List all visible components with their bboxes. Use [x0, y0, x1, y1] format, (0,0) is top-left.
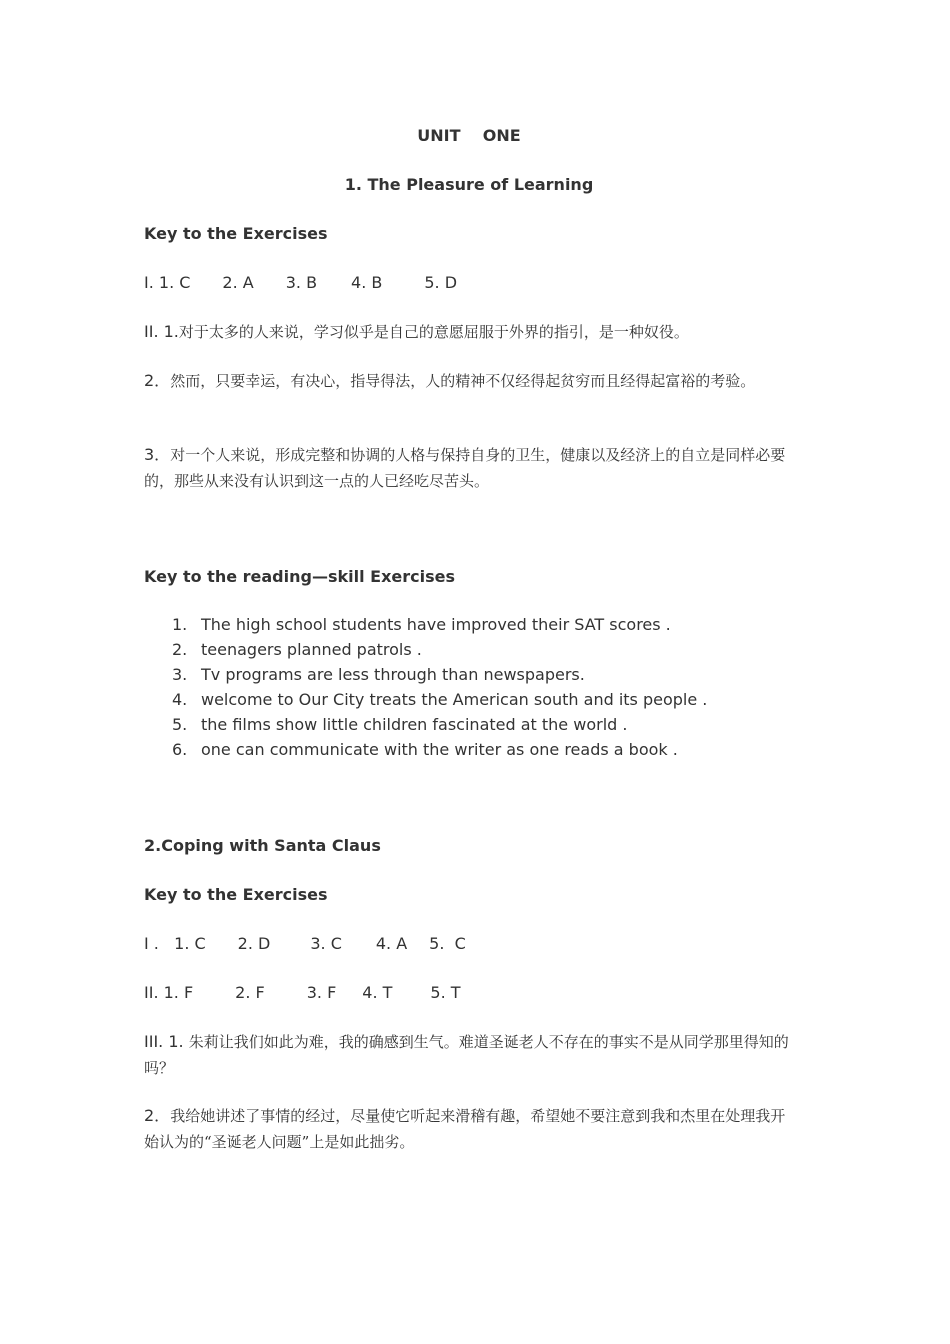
translation-text: 对一个人来说，形成完整和协调的人格与保持自身的卫生，健康以及经济上的自立是同样必要的，那些从来没有认识到这一点的人已经吃尽苦头。: [144, 446, 786, 490]
answer: 5. C: [429, 934, 466, 953]
answer: 5. T: [430, 983, 461, 1002]
answer: 3. B: [285, 273, 318, 292]
answer: 2. A: [222, 273, 254, 292]
lesson2-title: 2.Coping with Santa Claus: [144, 836, 381, 855]
lesson1-part2-item1: [144, 319, 794, 345]
item-number: II. 1.: [144, 322, 179, 341]
list-item: 3. Tv programs are less through than newspapers.: [172, 665, 585, 684]
lesson2-part1-answers: [144, 931, 794, 957]
answer: 4. B: [351, 273, 383, 292]
list-item: 6. one can communicate with the writer as one reads a book .: [172, 740, 678, 759]
lesson1-title: 1. The Pleasure of Learning: [344, 175, 594, 194]
lesson1-part2-item3: [144, 442, 794, 494]
lesson1-part1-answers: [144, 270, 794, 296]
answer: 4. T: [362, 983, 393, 1002]
lesson2-part2-answers: [144, 980, 794, 1006]
item-number: 2．: [144, 371, 171, 390]
translation-text: 朱莉让我们如此为难，我的确感到生气。难道圣诞老人不存在的事实不是从同学那里得知的吗？: [144, 1033, 789, 1077]
list-item: 2. teenagers planned patrols .: [172, 640, 422, 659]
lesson1-key-heading: Key to the Exercises: [144, 224, 328, 243]
lesson2-key-heading: Key to the Exercises: [144, 885, 328, 904]
lesson2-part3-item1: [144, 1029, 794, 1081]
list-item: 1. The high school students have improved their SAT scores .: [172, 615, 671, 634]
answer: I . 1. C: [144, 934, 206, 953]
item-number: III. 1.: [144, 1032, 189, 1051]
answer: II. 1. F: [144, 983, 194, 1002]
answer: 2. D: [237, 934, 271, 953]
reading-skill-list: [144, 612, 794, 762]
answer: I. 1. C: [144, 273, 191, 292]
answer: 4. A: [375, 934, 408, 953]
answer: 3. C: [310, 934, 342, 953]
translation-text: 我给她讲述了事情的经过，尽量使它听起来滑稽有趣，希望她不要注意到我和杰里在处理我开始认为的“圣诞老人问题”上是如此拙劣。: [144, 1107, 786, 1151]
lesson1-part2-item2: [144, 368, 794, 394]
answer: 2. F: [235, 983, 265, 1002]
answer: 5. D: [424, 273, 458, 292]
reading-skill-heading: Key to the reading—skill Exercises: [144, 567, 456, 586]
item-number: 3．: [144, 445, 171, 464]
translation-text: 对于太多的人来说，学习似乎是自己的意愿屈服于外界的指引，是一种奴役。: [178, 323, 689, 341]
unit-title: UNIT ONE: [417, 126, 521, 145]
lesson2-part3-item2: [144, 1103, 794, 1155]
translation-text: 然而，只要幸运，有决心，指导得法，人的精神不仅经得起贫穷而且经得起富裕的考验。: [170, 372, 756, 390]
list-item: 5. the films show little children fascinated at the world .: [172, 715, 628, 734]
answer: 3. F: [306, 983, 337, 1002]
list-item: 4. welcome to Our City treats the American south and its people .: [172, 690, 708, 709]
item-number: 2．: [144, 1106, 171, 1125]
